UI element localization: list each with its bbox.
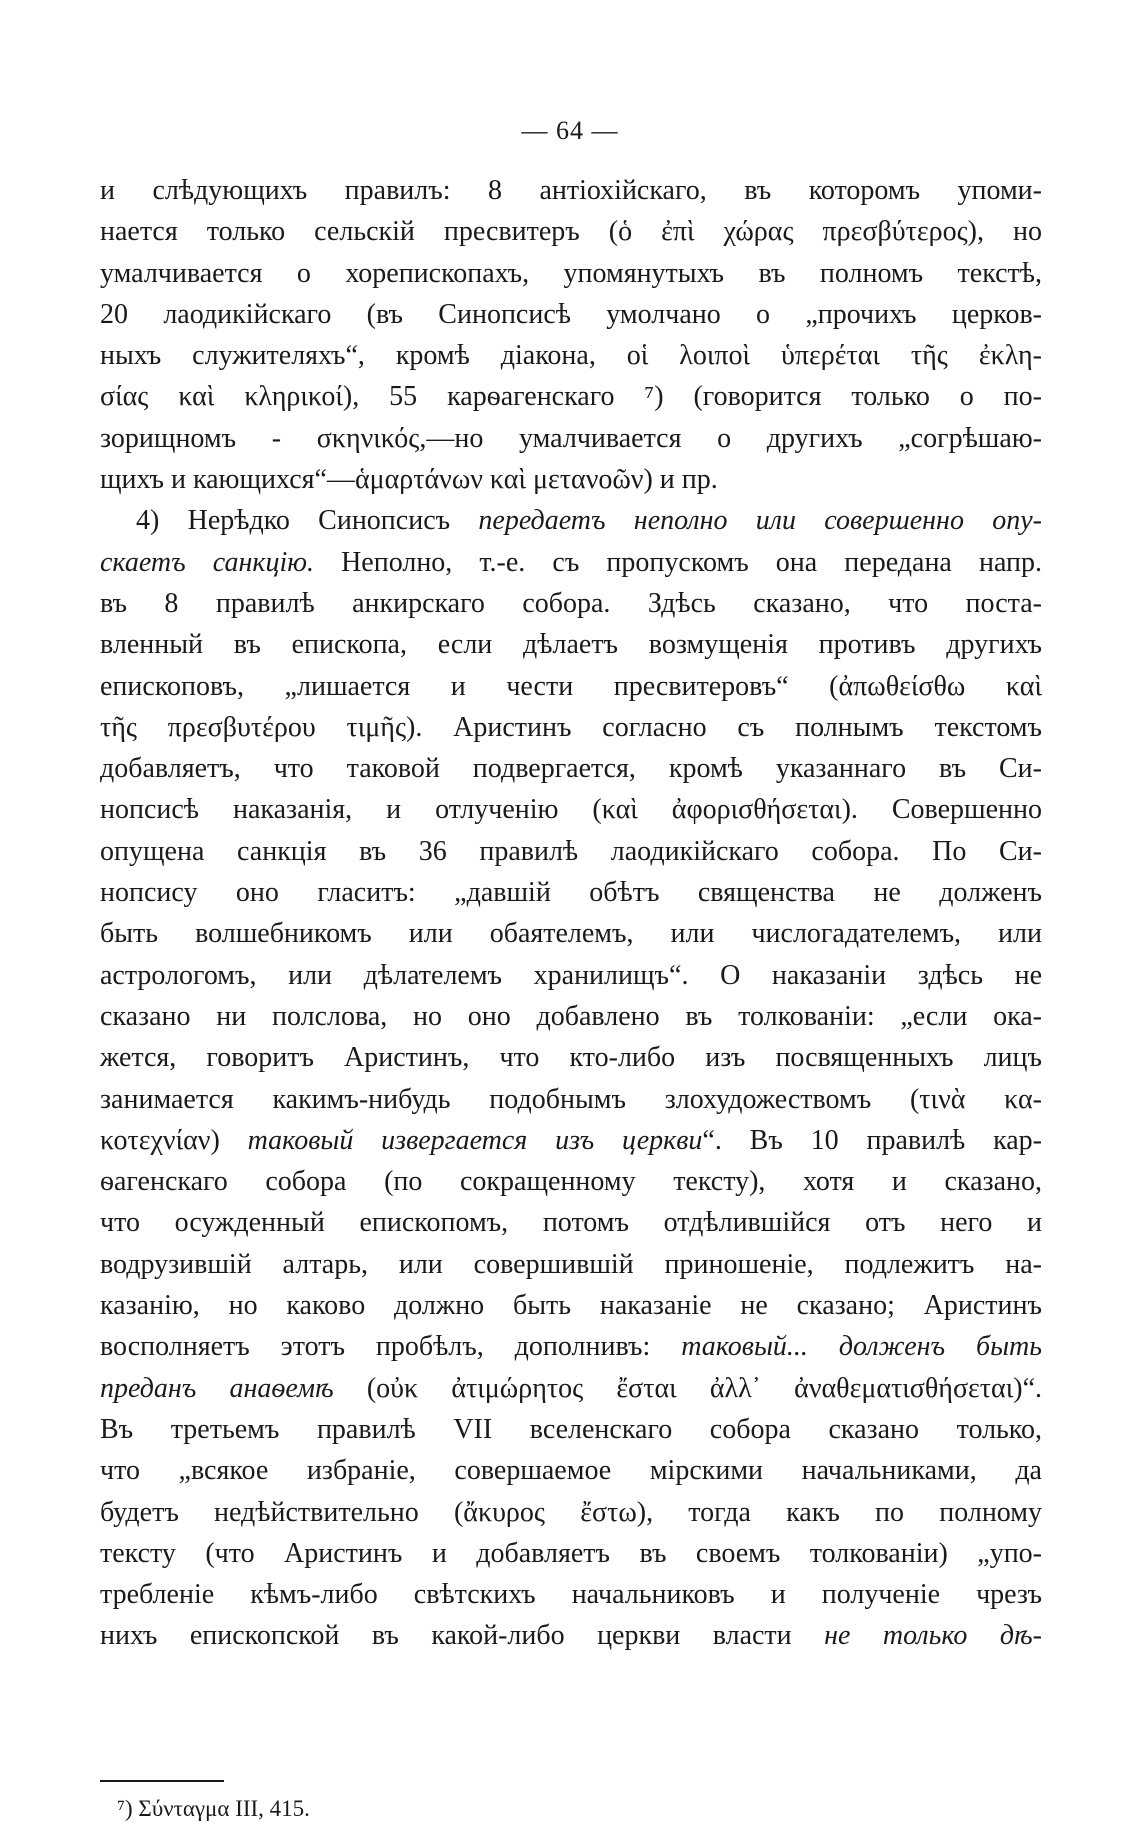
text-segment: опущена санкція въ 36 правилѣ лаодикійскаго собора. По Си- xyxy=(100,835,1042,867)
text-segment: требленіе кѣмъ-либо свѣтскихъ начальниковъ и полученіе чрезъ xyxy=(100,1579,1042,1611)
text-segment: умалчивается о хорепископахъ, упомянутыхъ въ полномъ текстѣ, xyxy=(100,257,1042,289)
text-line xyxy=(100,1326,1042,1367)
text-segment: занимается какимъ-нибудь подобнымъ злохудожествомъ (τινὰ κα- xyxy=(100,1083,1042,1115)
text-line xyxy=(100,1161,1042,1202)
text-segment: Въ третьемъ правилѣ VII вселенскаго собора сказано только, xyxy=(100,1413,1042,1445)
text-segment: ныхъ служителяхъ“, кромѣ діакона, οἱ λοιποὶ ὑπερέται τῆς ἐκλη- xyxy=(100,340,1042,372)
italic-text-segment: передаетъ неполно или совершенно опу- xyxy=(478,505,1042,537)
text-line xyxy=(100,913,1042,954)
text-line xyxy=(100,831,1042,872)
text-line xyxy=(100,1202,1042,1243)
text-line xyxy=(100,666,1042,707)
text-line xyxy=(100,170,1042,211)
text-segment: что осужденный епископомъ, потомъ отдѣлившійся отъ него и xyxy=(100,1207,1042,1239)
text-line xyxy=(100,1368,1042,1409)
text-segment: ѳагенскаго собора (по сокращенному тексту), хотя и сказано, xyxy=(100,1166,1042,1198)
text-segment: нопсису оно гласитъ: „давшій обѣтъ священства не долженъ xyxy=(100,877,1042,909)
text-line xyxy=(100,211,1042,252)
text-line xyxy=(100,1450,1042,1491)
text-segment: жется, говоритъ Аристинъ, что кто-либо изъ посвященныхъ лицъ xyxy=(100,1042,1042,1074)
italic-text-segment: таковый извергается изъ церкви xyxy=(247,1124,703,1156)
text-line xyxy=(100,1244,1042,1285)
text-line xyxy=(100,1533,1042,1574)
text-segment: водрузившій алтарь, или совершившій приношеніе, подлежитъ на- xyxy=(100,1248,1042,1280)
text-line xyxy=(100,583,1042,624)
text-line xyxy=(100,1409,1042,1450)
text-segment: вленный въ епископа, если дѣлаетъ возмущенія противъ другихъ xyxy=(100,629,1042,661)
text-line xyxy=(100,1285,1042,1326)
italic-text-segment: таковый... долженъ быть xyxy=(681,1331,1042,1363)
text-line xyxy=(100,1037,1042,1078)
text-line xyxy=(100,1492,1042,1533)
text-line xyxy=(100,294,1042,335)
text-line xyxy=(100,418,1042,459)
text-line xyxy=(100,789,1042,830)
italic-text-segment: преданъ анаѳемѣ xyxy=(100,1372,334,1404)
text-segment: κοτεχνίαν) xyxy=(100,1124,248,1156)
text-segment: епископовъ, „лишается и чести пресвитеровъ“ (ἀπωθείσθω καὶ xyxy=(100,670,1042,702)
text-line xyxy=(100,253,1042,294)
text-segment: что „всякое избраніе, совершаемое мірскими начальниками, да xyxy=(100,1455,1042,1487)
text-line xyxy=(100,955,1042,996)
text-line xyxy=(100,376,1042,417)
text-segment: Неполно, т.-е. съ пропускомъ она передана напр. xyxy=(313,546,1042,578)
text-segment: будетъ недѣйствительно (ἄκυρος ἔστω), тогда какъ по полному xyxy=(100,1496,1042,1528)
text-line xyxy=(100,1615,1042,1656)
text-line xyxy=(100,500,1042,541)
footnote-divider xyxy=(100,1780,224,1782)
text-segment: добавляетъ, что таковой подвергается, кромѣ указаннаго въ Си- xyxy=(100,753,1042,785)
text-segment: зорищномъ - σκηνικός,—но умалчивается о другихъ „согрѣшаю- xyxy=(100,422,1042,454)
text-segment: тексту (что Аристинъ и добавляетъ въ своемъ толкованіи) „упо- xyxy=(100,1537,1042,1569)
text-segment: въ 8 правилѣ анкирскаго собора. Здѣсь сказано, что поста- xyxy=(100,587,1042,619)
text-line xyxy=(100,459,1042,500)
text-segment: и слѣдующихъ правилъ: 8 антіохійскаго, въ которомъ упоми- xyxy=(100,175,1042,206)
text-segment: астрологомъ, или дѣлателемъ хранилищъ“. О наказаніи здѣсь не xyxy=(100,959,1042,991)
text-line xyxy=(100,542,1042,583)
footnote: ⁷) Σύνταγμα III, 415. xyxy=(117,1796,310,1821)
body-text xyxy=(100,170,1042,1657)
text-line xyxy=(100,1120,1042,1161)
text-segment: казанію, но каково должно быть наказаніе не сказано; Аристинъ xyxy=(100,1290,1042,1322)
text-segment: быть волшебникомъ или обаятелемъ, или числогадателемъ, или xyxy=(100,918,1042,950)
italic-text-segment: скаетъ санкцію. xyxy=(100,546,314,578)
text-segment: “. Въ 10 правилѣ кар- xyxy=(702,1124,1043,1156)
text-line xyxy=(100,335,1042,376)
text-segment: нается только сельскій пресвитеръ (ὁ ἐπὶ χώρας πρεσβύτερος), но xyxy=(100,216,1042,248)
text-line xyxy=(100,872,1042,913)
text-segment: нихъ епископской въ какой-либо церкви власти xyxy=(100,1620,825,1652)
text-segment: нопсисѣ наказанія, и отлученію (καὶ ἀφορισθήσεται). Совершенно xyxy=(100,794,1042,826)
text-segment: (οὐκ ἀτιμώρητος ἔσται ἀλλ᾽ ἀναθεματισθήσεται)“. xyxy=(333,1372,1043,1404)
text-line xyxy=(100,1574,1042,1615)
text-line xyxy=(100,748,1042,789)
text-segment: восполняетъ этотъ пробѣлъ, дополнивъ: xyxy=(100,1331,682,1363)
text-segment: τῆς πρεσβυτέρου τιμῆς). Аристинъ согласно съ полнымъ текстомъ xyxy=(100,711,1042,743)
text-segment: 4) Нерѣдко Синопсисъ xyxy=(136,505,479,537)
page-number: — 64 — xyxy=(521,116,619,145)
text-line xyxy=(100,1079,1042,1120)
text-segment: сказано ни полслова, но оно добавлено въ толкованіи: „если ока- xyxy=(100,1000,1042,1032)
text-segment: σίας καὶ κληρικοί), 55 карѳагенскаго ⁷) (говорится только о по- xyxy=(100,381,1042,413)
text-line xyxy=(100,707,1042,748)
text-line xyxy=(100,624,1042,665)
text-line xyxy=(100,996,1042,1037)
text-segment: 20 лаодикійскаго (въ Синопсисѣ умолчано о „прочихъ церков- xyxy=(100,298,1042,330)
italic-text-segment: не только дѣ- xyxy=(824,1620,1042,1652)
text-segment: щихъ и кающихся“—ἁμαρτάνων καὶ μετανοῶν) и пр. xyxy=(100,464,718,496)
